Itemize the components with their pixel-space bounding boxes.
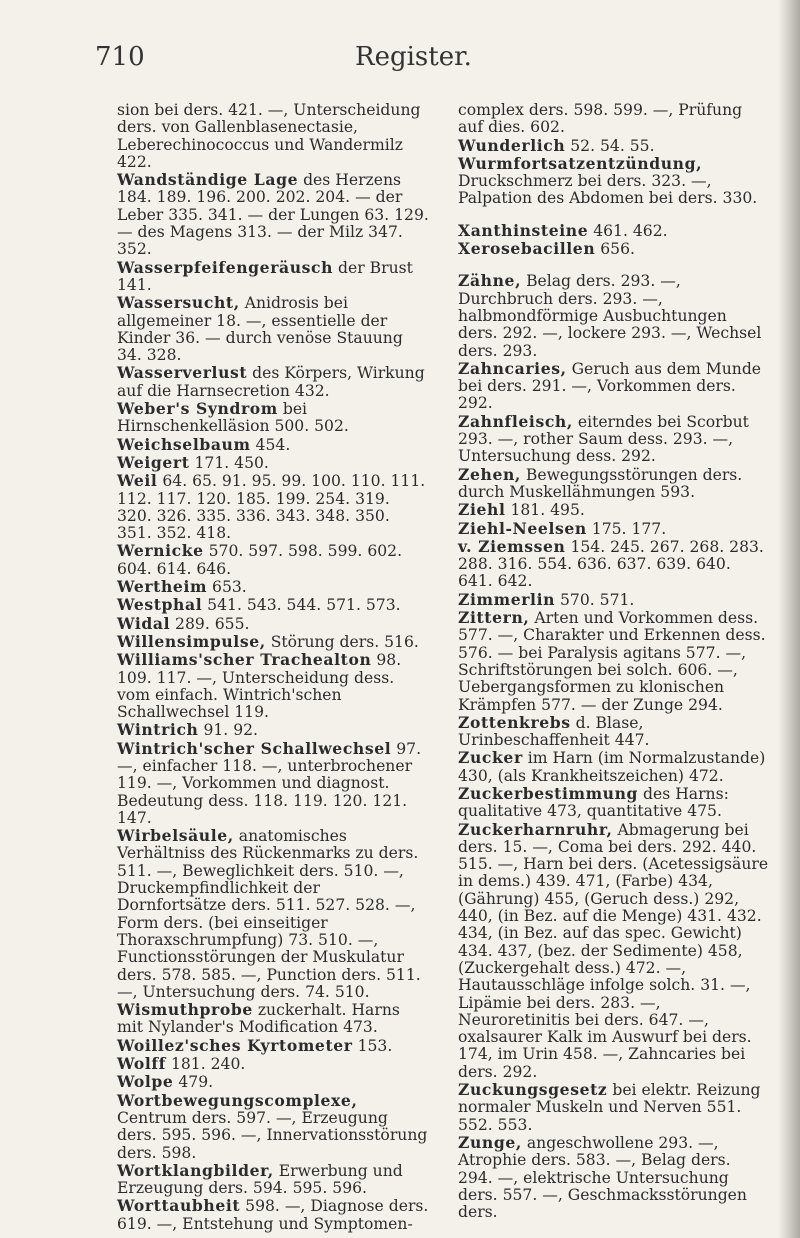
index-entry bbox=[458, 714, 770, 750]
index-entry-references: des Harns: qualitative 473, quantitative 475. bbox=[458, 784, 729, 821]
index-entry bbox=[458, 155, 770, 208]
section-gap bbox=[458, 258, 770, 272]
index-entry-references: Störung ders. 516. bbox=[265, 632, 419, 651]
index-entry-references: bei elektr. Reizung normaler Muskeln und Nerven 551. 552. 553. bbox=[458, 1081, 761, 1134]
index-entry bbox=[117, 651, 429, 721]
index-entry-references: 541. 543. 544. 571. 573. bbox=[202, 596, 401, 615]
index-entry-references: 656. bbox=[595, 240, 635, 259]
index-entry-term: Zottenkrebs bbox=[458, 712, 571, 732]
index-entry bbox=[117, 1197, 429, 1233]
index-entry-references: 171. 450. bbox=[189, 453, 269, 472]
index-entry-term: Wunderlich bbox=[458, 135, 566, 155]
index-column-right bbox=[458, 102, 770, 1221]
index-entry-term: Westphal bbox=[117, 595, 203, 615]
index-entry-references: 653. bbox=[207, 578, 247, 597]
index-entry-term: Zunge, bbox=[458, 1132, 522, 1152]
index-entry bbox=[117, 436, 429, 454]
index-entry-references: 181. 495. bbox=[505, 501, 585, 520]
index-entry-references: Arten und Vorkommen dess. 577. —, Charakter und Erkennen dess. 576. — bei Paralysis agitans 577. —, Schriftstörungen bei solch. 606. —, Uebergangsformen zu klonischen Krämpfen 577. — der Zunge 294. bbox=[458, 609, 766, 714]
page-edge-shadow bbox=[778, 0, 800, 1238]
index-entry-references: 97. —, einfacher 118. —, unterbrochener 119. —, Vorkommen und diagnost. Bedeutung dess. 118. 119. 120. 121. 147. bbox=[117, 739, 422, 827]
index-entry bbox=[458, 1081, 770, 1134]
index-entry-references: 454. bbox=[250, 435, 291, 454]
index-entry-references: 153. bbox=[352, 1036, 393, 1055]
index-entry-term: Ziehl bbox=[458, 500, 506, 520]
index-entry-references: anatomisches Verhältniss des Rückenmarks zu ders. 511. —, Beweglichkeit ders. 510. —, Druckempfindlichkeit der Dornfortsätze ders. 511. 527. 528. —, Form ders. (bei einseitiger Thoraxschrumpfung) 73. 510. —, Functionsstörungen der Muskulatur ders. 578. 585. —, Punction ders. 511. —, Untersuchung ders. 74. 510. bbox=[117, 827, 421, 1001]
index-entry-term: Wintrich bbox=[117, 720, 199, 740]
index-entry-term: Zittern, bbox=[458, 608, 530, 628]
index-entry-term: Zuckungsgesetz bbox=[458, 1080, 608, 1100]
index-entry-references: bei Hirnschenkelläsion 500. 502. bbox=[117, 400, 349, 436]
index-entry-term: Weber's Syndrom bbox=[117, 399, 278, 419]
index-entry bbox=[458, 360, 770, 413]
index-entry-term: Xerosebacillen bbox=[458, 239, 596, 259]
index-entry-references: Anidrosis bei allgemeiner 18. —, essentielle der Kinder 36. — durch venöse Stauung 34. 328. bbox=[117, 294, 403, 365]
index-entry-term: Weigert bbox=[117, 452, 190, 472]
index-entry bbox=[117, 400, 429, 436]
index-entry bbox=[117, 633, 429, 651]
index-entry-references: Abmagerung bei ders. 15. —, Coma bei ders. 292. 440. 515. —, Harn bei ders. (Acetessigsäure in dems.) 439. 471, (Farbe) 434, (Gährung) 455, (Geruch dess.) 292, 440, (in Bez. auf die Menge) 431. 432. 434, (in Bez. auf das spec. Gewicht) 434. 437, (bez. der Sedimente) 458, (Zuckergehalt dess.) 472. —, Hautausschläge infolge solch. 31. —, Lipämie bei ders. 283. —, Neuroretinitis bei ders. 647. —, oxalsaurer Kalk im Auswurf bei ders. 174, im Urin 458. —, Zahncaries bei ders. 292. bbox=[458, 820, 769, 1081]
index-entry bbox=[117, 578, 429, 596]
index-entry-references: 570. 571. bbox=[555, 590, 635, 609]
index-entry-references: 91. 92. bbox=[198, 721, 258, 740]
index-entry-term: Wolff bbox=[117, 1054, 166, 1074]
index-entry-term: Wassersucht, bbox=[117, 293, 240, 313]
index-entry bbox=[117, 454, 429, 472]
index-entry-term: Williams'scher Trachealton bbox=[117, 650, 372, 670]
index-entry-references: Centrum ders. 597. —, Erzeugung ders. 595. 596. —, Innervationsstörung ders. 598. bbox=[117, 1108, 428, 1162]
index-entry-term: Weil bbox=[117, 471, 158, 491]
index-entry-term: Zähne, bbox=[458, 271, 522, 291]
index-entry-term: Wintrich'scher Schallwechsel bbox=[117, 738, 392, 758]
index-entry bbox=[117, 615, 429, 633]
index-entry-term: Wandständige Lage bbox=[117, 170, 299, 190]
index-entry-term: Wertheim bbox=[117, 577, 208, 597]
index-entry-term: Wortbewegungscomplexe, bbox=[117, 1090, 358, 1110]
index-entry-term: Zehen, bbox=[458, 464, 521, 484]
index-entry-references: 461. 462. bbox=[588, 221, 668, 240]
index-entry-term: Worttaubheit bbox=[117, 1196, 241, 1216]
index-entry bbox=[458, 240, 770, 258]
index-entry-term: Zuckerharnruhr, bbox=[458, 819, 613, 839]
index-entry-term: Wismuthprobe bbox=[117, 1000, 253, 1020]
index-entry-references: 598. —, Diagnose ders. 619. —, Entstehung und Symptomen- bbox=[117, 1197, 429, 1233]
index-entry bbox=[458, 501, 770, 519]
index-entry bbox=[458, 749, 770, 785]
index-entry-references: Belag ders. 293. —, Durchbruch ders. 293. —, halbmondförmige Ausbuchtungen ders. 292. —, lockere 293. —, Wechsel ders. 293. bbox=[458, 272, 762, 360]
index-entry bbox=[117, 472, 429, 542]
index-entry bbox=[117, 721, 429, 739]
index-entry-term: Zahncaries, bbox=[458, 358, 567, 378]
index-entry-references: Bewegungsstörungen ders. durch Muskellähmungen 593. bbox=[458, 465, 743, 501]
index-entry-references: angeschwollene 293. —, Atrophie ders. 583. —, Belag ders. 294. —, elektrische Untersuchung ders. 557. —, Geschmacksstörungen ders. bbox=[458, 1133, 747, 1222]
section-gap bbox=[458, 208, 770, 222]
index-entry bbox=[458, 272, 770, 359]
index-entry-term: Xanthinsteine bbox=[458, 220, 589, 240]
index-entry-references: Druckschmerz bei ders. 323. —, Palpation des Abdomen bei ders. 330. bbox=[458, 172, 758, 208]
index-entry-references: 52. 54. 55. bbox=[565, 136, 655, 155]
index-entry-references: 175. 177. bbox=[586, 519, 667, 538]
index-entry-term: Zuckerbestimmung bbox=[458, 783, 639, 803]
page-header bbox=[0, 20, 800, 70]
index-entry-references: d. Blase, Urinbeschaffenheit 447. bbox=[458, 713, 650, 750]
index-entry-term: Ziehl-Neelsen bbox=[458, 518, 587, 538]
index-entry bbox=[458, 222, 770, 240]
running-title: Register. bbox=[355, 42, 472, 72]
index-entry-term: Wasserpfeifengeräusch bbox=[117, 257, 334, 277]
index-entry-term: Zahnfleisch, bbox=[458, 411, 573, 431]
index-entry bbox=[117, 1092, 429, 1162]
index-entry bbox=[458, 102, 770, 137]
index-entry bbox=[117, 1037, 429, 1055]
index-entry bbox=[117, 259, 429, 295]
index-entry-references: 570. 597. 598. 599. 602. 604. 614. 646. bbox=[117, 542, 403, 578]
index-entry-references: eiterndes bei Scorbut 293. —, rother Saum dess. 293. —, Untersuchung dess. 292. bbox=[458, 412, 749, 466]
index-entry-term: Zimmerlin bbox=[458, 589, 556, 609]
index-entry bbox=[458, 520, 770, 538]
index-entry bbox=[117, 364, 429, 400]
index-entry bbox=[117, 102, 429, 171]
index-entry-term: Wasserverlust bbox=[117, 363, 248, 383]
index-entry-term: Wurmfortsatzentzündung, bbox=[458, 153, 703, 173]
index-entry-references: des Körpers, Wirkung auf die Harnsecretion 432. bbox=[117, 364, 425, 400]
index-entry bbox=[117, 171, 429, 258]
index-entry bbox=[458, 785, 770, 821]
index-entry-references: 181. 240. bbox=[165, 1055, 246, 1074]
index-entry-term: Widal bbox=[117, 613, 171, 633]
index-entry bbox=[458, 821, 770, 1081]
index-entry bbox=[117, 827, 429, 1001]
index-entry-references: der Brust 141. bbox=[117, 258, 413, 294]
index-entry bbox=[458, 413, 770, 466]
index-entry-term: Wernicke bbox=[117, 541, 204, 561]
index-entry bbox=[458, 137, 770, 155]
page-number: 710 bbox=[95, 42, 145, 72]
index-entry-references: im Harn (im Normalzustande) 430, (als Krankheitszeichen) 472. bbox=[458, 749, 766, 785]
index-entry-references: Geruch aus dem Munde bei ders. 291. —, Vorkommen ders. 292. bbox=[458, 359, 762, 413]
index-entry-references: zuckerhalt. Harns mit Nylander's Modification 473. bbox=[117, 1001, 400, 1037]
index-entry-references: 154. 245. 267. 268. 283. 288. 316. 554. 636. 637. 639. 640. 641. 642. bbox=[458, 537, 764, 591]
index-entry bbox=[458, 591, 770, 609]
index-entry bbox=[117, 542, 429, 578]
index-entry-references: 289. 655. bbox=[170, 614, 250, 633]
index-column-left bbox=[117, 102, 429, 1233]
index-entry-references: complex ders. 598. 599. —, Prüfung auf dies. 602. bbox=[458, 101, 743, 137]
index-entry-term: Wirbelsäule, bbox=[117, 826, 234, 846]
index-entry-term: v. Ziemssen bbox=[458, 536, 566, 556]
index-entry bbox=[117, 1055, 429, 1073]
index-entry bbox=[117, 740, 429, 827]
index-entry-references: Erwerbung und Erzeugung ders. 594. 595. 596. bbox=[117, 1161, 403, 1198]
index-entry bbox=[458, 1134, 770, 1221]
index-entry-term: Willensimpulse, bbox=[117, 631, 266, 651]
index-entry bbox=[117, 596, 429, 614]
index-entry bbox=[458, 466, 770, 502]
index-entry-references: des Herzens 184. 189. 196. 200. 202. 204. — der Leber 335. 341. — der Lungen 63. 129. — des Magens 313. — der Milz 347. 352. bbox=[117, 171, 429, 259]
index-entry bbox=[117, 294, 429, 364]
index-entry-term: Zucker bbox=[458, 748, 523, 768]
index-entry bbox=[117, 1073, 429, 1091]
index-entry-references: 479. bbox=[173, 1073, 214, 1092]
index-entry bbox=[117, 1162, 429, 1198]
index-entry-term: Weichselbaum bbox=[117, 434, 251, 454]
index-entry bbox=[458, 609, 770, 714]
index-entry-term: Wolpe bbox=[117, 1072, 174, 1092]
index-entry-term: Woillez'sches Kyrtometer bbox=[117, 1035, 353, 1055]
index-entry bbox=[458, 538, 770, 591]
index-entry-references: sion bei ders. 421. —, Unterscheidung ders. von Gallenblasenectasie, Leberechinococcus und Wandermilz 422. bbox=[117, 101, 421, 171]
index-entry-references: 98. 109. 117. —, Unterscheidung dess. vom einfach. Wintrich'schen Schallwechsel 119. bbox=[117, 651, 402, 722]
index-entry bbox=[117, 1001, 429, 1037]
index-entry-term: Wortklangbilder, bbox=[117, 1160, 274, 1180]
index-entry-references: 64. 65. 91. 95. 99. 100. 110. 111. 112. 117. 120. 185. 199. 254. 319. 320. 326. 335. 336. 343. 348. 350. 351. 352. 418. bbox=[117, 472, 426, 543]
